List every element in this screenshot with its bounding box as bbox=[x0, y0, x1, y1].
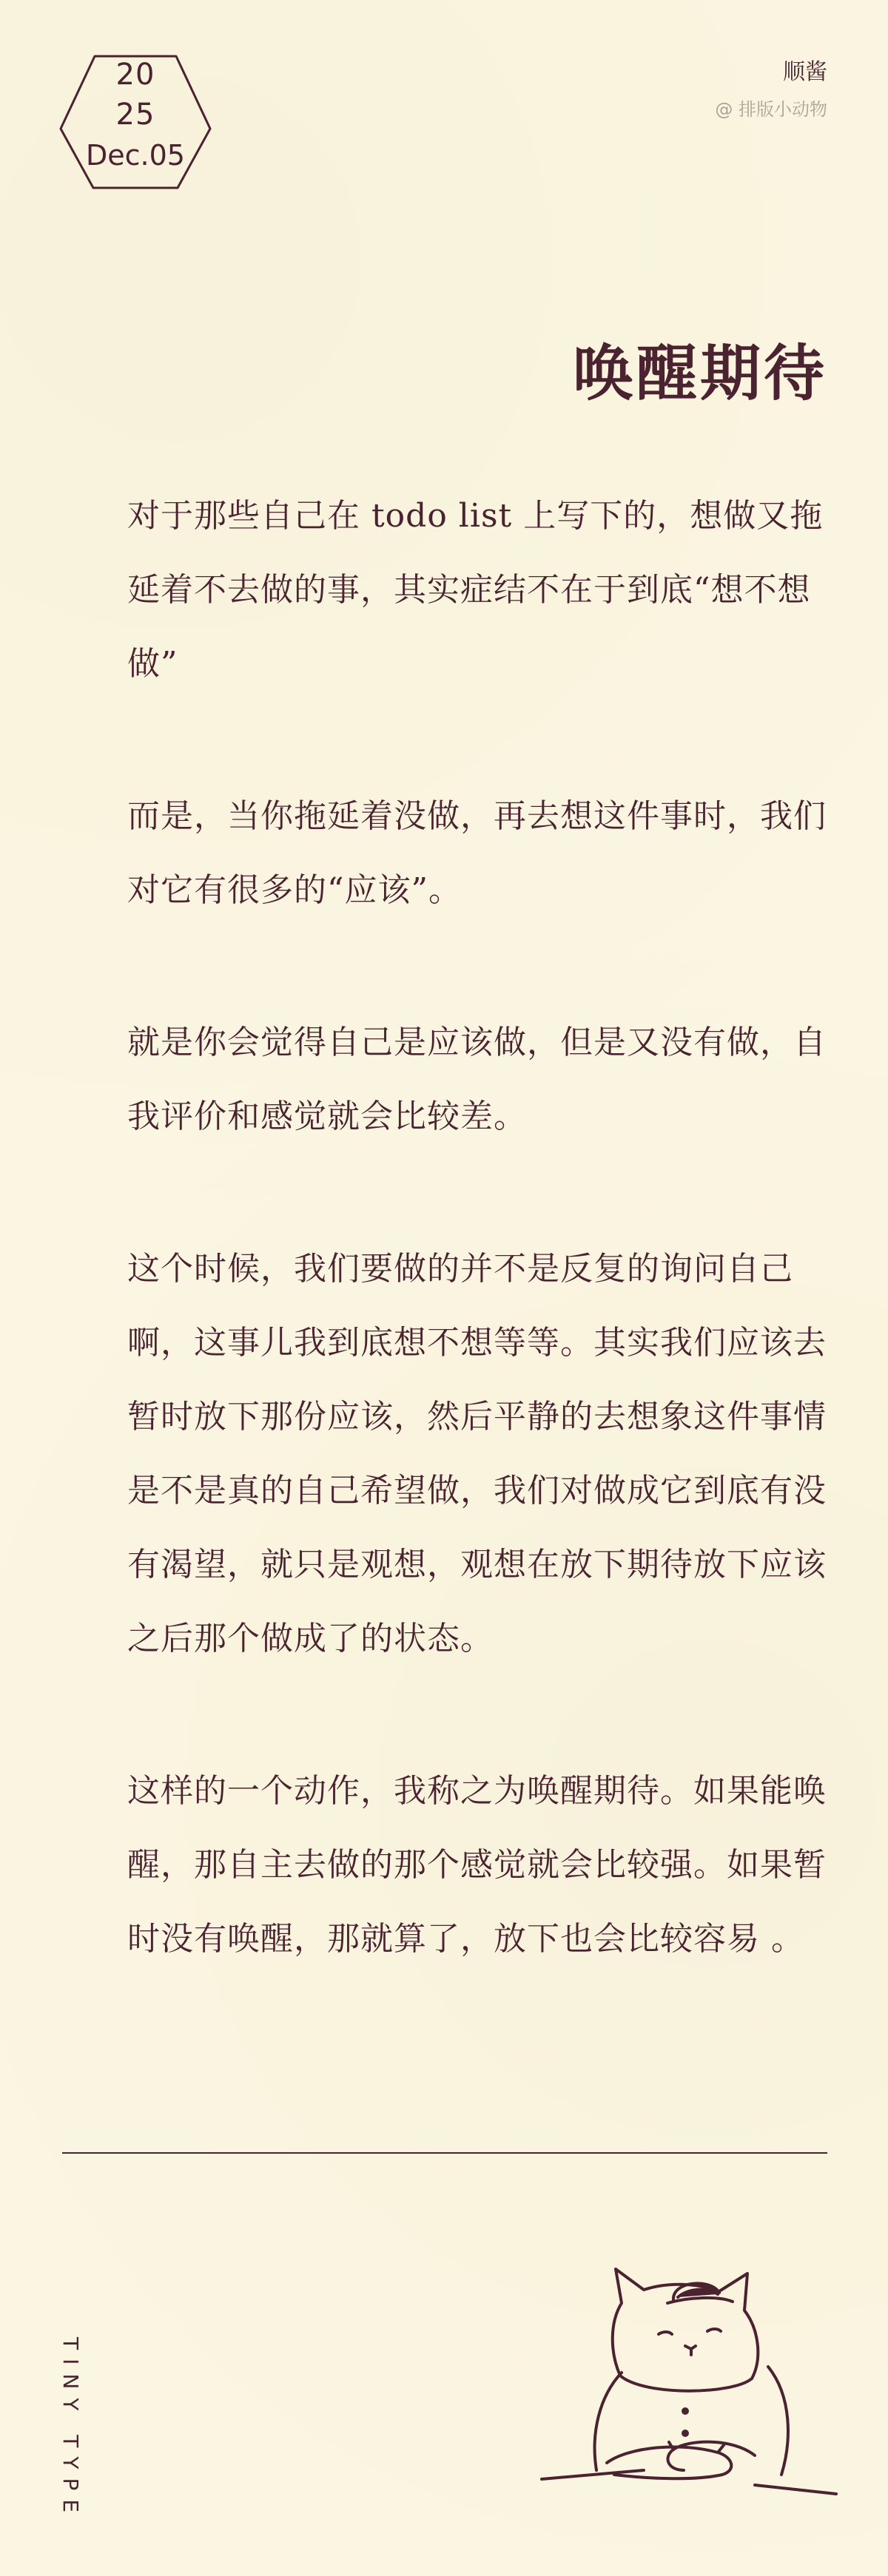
paragraph: 对于那些自己在 todo list 上写下的，想做又拖延着不去做的事，其实症结不在于到底“想不想做” bbox=[127, 497, 824, 683]
paragraph: 这个时候，我们要做的并不是反复的询问自己啊，这事儿我到底想不想等等。其实我们应该去暂时放下那份应该，然后平静的去想象这件事情是不是真的自己希望做，我们对做成它到底有没有渴望，就只是观想，观想在放下期待放下应该之后那个做成了的状态。 bbox=[127, 1250, 827, 1657]
paragraph: 而是，当你拖延着没做，再去想这件事时，我们对它有很多的“应该”。 bbox=[127, 797, 827, 909]
date-badge bbox=[58, 52, 213, 192]
author-handle: @ 排版小动物 bbox=[715, 99, 827, 120]
date-year-top: 20 bbox=[115, 58, 155, 92]
article-title: 唤醒期待 bbox=[572, 338, 827, 409]
brand-vertical-text: TINY TYPE bbox=[58, 2337, 83, 2522]
date-month-day: Dec.05 bbox=[86, 139, 185, 172]
divider bbox=[62, 2152, 827, 2154]
article-body bbox=[127, 479, 830, 2055]
cat-with-hat-illustration-icon bbox=[533, 2248, 844, 2559]
date-year-bottom: 25 bbox=[115, 98, 155, 132]
paragraph: 就是你会觉得自己是应该做，但是又没有做，自我评价和感觉就会比较差。 bbox=[127, 1024, 827, 1135]
author-name: 顺酱 bbox=[783, 59, 827, 85]
paragraph: 这样的一个动作，我称之为唤醒期待。如果能唤醒，那自主去做的那个感觉就会比较强。如果暂时没有唤醒，那就算了，放下也会比较容易 。 bbox=[127, 1772, 827, 1958]
